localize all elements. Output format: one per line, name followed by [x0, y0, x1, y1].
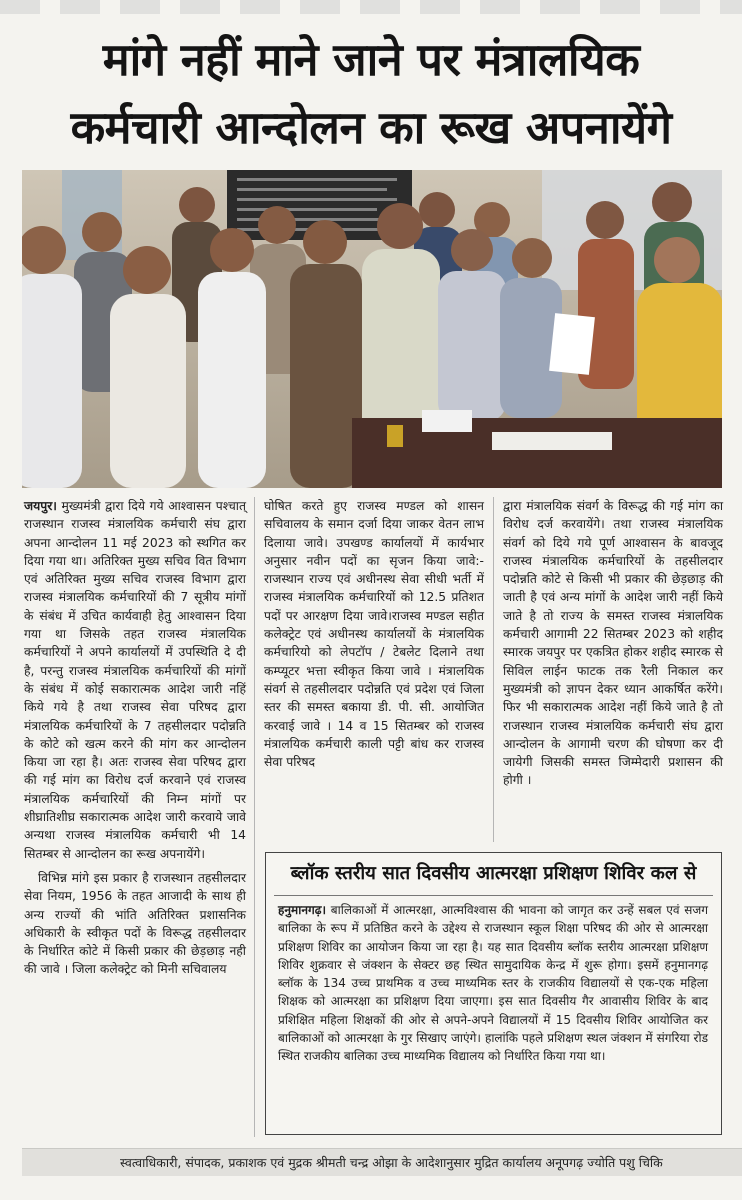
article-column-3	[503, 497, 723, 796]
news-photo	[22, 170, 722, 488]
box-dateline: हनुमानगढ़।	[278, 903, 327, 917]
photo-illustration	[22, 170, 722, 488]
article-column-2	[264, 497, 484, 777]
article-text: मुख्यमंत्री द्वारा दिये गये आश्वासन पश्चात् राजस्थान राजस्व मंत्रालयिक कर्मचारी संघ द्वारा अपना आन्दोलन 11 मई 2023 को स्थगित कर दिया गया था। अतिरिक्त मुख्य सचिव वित विभाग एवं अतिरिक्त मुख्य सचिव राजस्व विभाग द्वारा राजस्व मंत्रालयिक कर्मचारियों की 7 सूत्रीय मांगों के संबंध में उचित कार्यवाही हेतु आश्वासन दिया गया था जिसके तहत राजस्व मंत्रालयिक कर्मचारियों ने अपने कार्यालयों में उपस्थिति दे दी है, परन्तु राजस्व मंत्रालयिक कर्मचारियों की मांगों के संबंध में कोई सकारात्मक आदेश जारी नहिं किये गये है तथा राजस्व सेवा परिषद द्वारा मंत्रालयिक कर्मचारियों के 7 तहसीलदार पदोन्नति के कोटे को खत्म करने की मांग कर आन्दोलन किया जा रहा है। अतः राजस्व सेवा परिषद द्वारा की गई मांग का विरोध दर्ज करवाने एवं राजस्व मंत्रालयिक कर्मचारियों की निम्न मांगों पर शीघ्रातिशीघ्र सकारात्मक आदेश जारी करवाये जावे अन्यथा राजस्व मंत्रालयिक कर्मचारी भी 14 सितम्बर से आन्दोलन का रूख अपनायेंगे।	[24, 499, 246, 861]
box-divider	[274, 895, 713, 896]
boxed-news-story	[265, 852, 722, 1135]
article-paragraph	[24, 497, 246, 863]
main-headline	[18, 26, 724, 162]
box-text: बालिकाओं में आत्मरक्षा, आत्मविश्वास की भावना को जागृत कर उन्हें सबल एवं सजग बालिका के रूप में प्रतिष्ठित करने के उद्देश्य से राजस्थान स्कूल शिक्षा परिषद की ओर से आत्मरक्षा प्रशिक्षण शिविर का आयोजन किया जा रहा है। यह सात दिवसीय ब्लॉक स्तरीय आत्मरक्षा प्रशिक्षण शिविर शुक्रवार से जंक्शन के सेक्टर छह स्थित सामुदायिक केन्द्र में शुरू होगा। इसमें हनुमानगढ़ ब्लॉक के 134 उच्च प्राथमिक व उच्च माध्यमिक स्तर के राजकीय विद्यालयों से एक-एक महिला शिक्षक को आत्मरक्षा का प्रशिक्षण दिया जाएगा। इस सात दिवसीय गैर आवासीय शिविर के बाद प्रशिक्षित महिला शिक्षकों की ओर से अपने-अपने विद्यालयों में 15 दिवसीय शिविर आयोजित कर बालिकाओं को आत्मरक्षा के गुर सिखाए जाएंगे। हालांकि पहले प्रशिक्षण स्थल जंक्शन में संगरिया रोड स्थित राजकीय बालिका उच्च माध्यमिक विद्यालय को निर्धारित किया गया था।	[278, 903, 708, 1064]
article-paragraph: विभिन्न मांगे इस प्रकार है राजस्थान तहसीलदार सेवा नियम, 1956 के तहत आजादी के साथ ही अन्य राज्यों की भांति अतिरिक्त प्रशासनिक अधिकारी के स्वीकृत पदों के विरूद्ध तहसीलदार के निर्धारित कोटे में किसी प्रकार की छेड़छाड़ नही की जावे । जिला कलेक्ट्रेट को मिनी सचिवालय	[24, 870, 246, 977]
headline-line-2: कर्मचारी आन्दोलन का रूख अपनायेंगे	[70, 101, 672, 154]
column-divider	[254, 497, 255, 1137]
imprint-footer: स्वत्वाधिकारी, संपादक, प्रकाशक एवं मुद्रक श्रीमती चन्द्र ओझा के आदेशानुसार मुद्रित कार्यालय अनूपगढ़ ज्योति पशु चिकि	[22, 1148, 742, 1176]
dateline: जयपुर।	[24, 499, 57, 513]
top-cropped-strip	[0, 0, 742, 14]
article-paragraph: द्वारा मंत्रालयिक संवर्ग के विरूद्ध की गई मांग का विरोध दर्ज करवायेंगे। तथा राजस्व मंत्रालयिक संवर्ग को दिये गये पूर्ण आश्वासन के बावजूद राजस्व मंत्रालयिक कर्मचारियों के तहसीलदार पदोन्नति कोटे से किसी भी प्रकार की छेड़छाड़ की जाती है एवं अन्य मांगों के आदेश जारी नहीं किये जाते है तो राज्य के समस्त राजस्व मंत्रालयिक कर्मचारी आगामी 22 सितम्बर 2023 को शहीद स्मारक जयपुर पर एकत्रित होकर शहीद स्मारक से सिविल लाईन फाटक तक रैली निकाल कर मुख्यमंत्री को ज्ञापन देकर ध्यान आकर्षित करेंगे। फिर भी सकारात्मक आदेश नहीं किये जाते है तो राजस्थान राजस्व मंत्रालयिक कर्मचारी संघ द्वारा आन्दोलन के आगामी चरण की घोषणा कर दी जायेगी जिसकी समस्त जिम्मेदारी प्रशासन की होगी ।	[503, 499, 723, 788]
box-body	[278, 901, 708, 1066]
article-paragraph: घोषित करते हुए राजस्व मण्डल को शासन सचिवालय के समान दर्जा दिया जाकर वेतन लाभ दिलाया जावे। उपखण्ड कार्यालयों में कार्यभार अनुसार नवीन पदों का सृजन किया जावे:- राजस्थान राज्य एवं अधीनस्थ सेवा सीधी भर्ती में राजस्व मंत्रालयिक कर्मचारियों को 12.5 प्रतिशत पदों पर आरक्षण दिया जावे।राजस्व मण्डल सहीत कलेक्ट्रेट एवं अधीनस्थ कार्यालयों के मंत्रालयिक कर्मचारियो को लेपटॉप / टेबलेट दिलाने तथा कम्प्यूटर भत्ता स्वीकृत किया जावे । मंत्रालयिक संवर्ग से तहसीलदार पदोन्नति एवं प्रदेश एवं जिला स्तर की समस्त बकाया डी. पी. सी. आयोजित करवाई जावे । 14 व 15 सितम्बर को राजस्व मंत्रालयिक कर्मचारी काली पट्टी बांध कर राजस्व सेवा परिषद	[264, 499, 484, 770]
box-headline: ब्लॉक स्तरीय सात दिवसीय आत्मरक्षा प्रशिक्षण शिविर कल से	[290, 863, 697, 884]
article-column-1	[24, 497, 246, 985]
headline-line-1: मांगे नहीं माने जाने पर मंत्रालयिक	[102, 33, 640, 86]
column-divider	[493, 497, 494, 842]
